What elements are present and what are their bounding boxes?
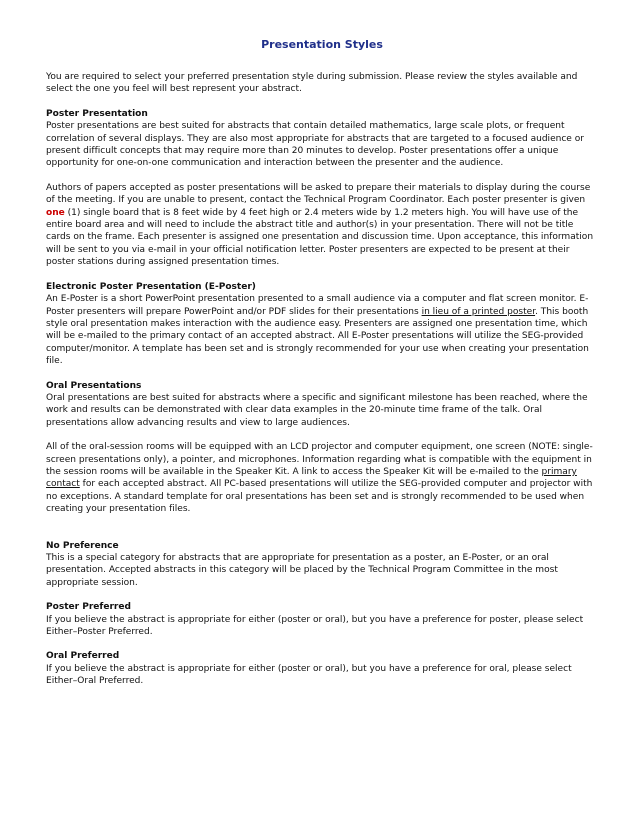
no-preference-heading: No Preference: [46, 540, 119, 551]
eposter-text-a: An E-Poster is a short PowerPoint presentation presented to a small audience via a computer and flat screen monitor. E-Poster presenters will prepare PowerPoint and/or PDF slides for their presentations: [46, 294, 589, 317]
eposter-text-b: . This booth style oral presentation makes interaction with the audience easy. Presenters are assigned one presentation time, which will be e-mailed to the primary contact of an accepted abstract. All E-Poster presentations will utilize the SEG-provided computer/monitor. A template has been set and is strongly recommended for your use when creating your presentation file.: [46, 306, 589, 367]
oral-paragraph-2: [46, 441, 598, 515]
document-page: [46, 38, 598, 688]
oral-paragraph-1: Oral presentations are best suited for abstracts where a specific and significant milestone has been reached, where the work and results can be demonstrated with clear data examples in the 20-minute time frame of the talk. Oral presentations allow advancing results and view to large audiences.: [46, 392, 588, 428]
oral-preferred-heading: Oral Preferred: [46, 651, 120, 662]
eposter-heading: Electronic Poster Presentation (E-Poster): [46, 281, 256, 292]
poster-preferred-paragraph: If you believe the abstract is appropriate for either (poster or oral), but you have a preference for poster, please select Either–Poster Preferred.: [46, 614, 584, 638]
poster-paragraph-2: [46, 182, 598, 269]
oral-text-a: All of the oral-session rooms will be equipped with an LCD projector and computer equipment, one screen (NOTE: single-screen presentations only), a pointer, and microphones. Information regarding what is compatible with the equipment in the session rooms will be available in the Speaker Kit. A link to access the Speaker Kit will be e-mailed to the: [46, 442, 593, 477]
poster-preferred-heading: Poster Preferred: [46, 602, 131, 613]
poster-text-b: (1) single board that is 8 feet wide by 4 feet high or 2.4 meters wide by 1.2 meters high. You will have use of the entire board area and will need to include the abstract title and author(s) in your presentation. There will not be title cards on the frame. Each presenter is assigned one presentation and discussion time. Upon acceptance, this information will be sent to you via e-mail in your official notification letter. Poster presenters are expected to be present at their poster stations during assigned presentation times.: [46, 207, 594, 268]
oral-text-b: for each accepted abstract. All PC-based presentations will utilize the SEG-provided computer and projector with no exceptions. A standard template for oral presentations has been set and is strongly recommended to be used when creating your presentation files.: [46, 479, 593, 515]
poster-paragraph-1: Poster presentations are best suited for abstracts that contain detailed mathematics, large scale plots, or frequent correlation of several displays. They are also most appropriate for abstracts that are targeted to a focused audience or present difficult concepts that may require more than 20 minutes to develop. Poster presentations offer a unique opportunity for one-on-one communication and interaction between the presenter and the audience.: [46, 121, 584, 169]
highlight-one: one: [46, 207, 65, 218]
intro-paragraph: You are required to select your preferred presentation style during submission. Please review the styles available and select the one you feel will best represent your abstract.: [46, 72, 578, 95]
primary-contact-link[interactable]: primary contact: [46, 466, 577, 490]
oral-heading: Oral Presentations: [46, 380, 142, 391]
oral-preferred-paragraph: If you believe the abstract is appropriate for either (poster or oral), but you have a preference for oral, please select Either–Oral Preferred.: [46, 663, 572, 687]
poster-text-a: Authors of papers accepted as poster presentations will be asked to prepare their materials to display during the course of the meeting. If you are unable to present, contact the Technical Program Coordinator. Each poster presenter is given: [46, 182, 591, 206]
poster-heading: Poster Presentation: [46, 108, 148, 119]
no-preference-paragraph: This is a special category for abstracts that are appropriate for presentation as a poster, an E-Poster, or an oral presentation. Accepted abstracts in this category will be placed by the Technical Program Committee in the most appropriate session.: [46, 553, 558, 588]
page-title: Presentation Styles: [261, 38, 383, 51]
in-lieu-link[interactable]: in lieu of a printed poster: [421, 306, 536, 317]
eposter-paragraph: [46, 293, 598, 367]
